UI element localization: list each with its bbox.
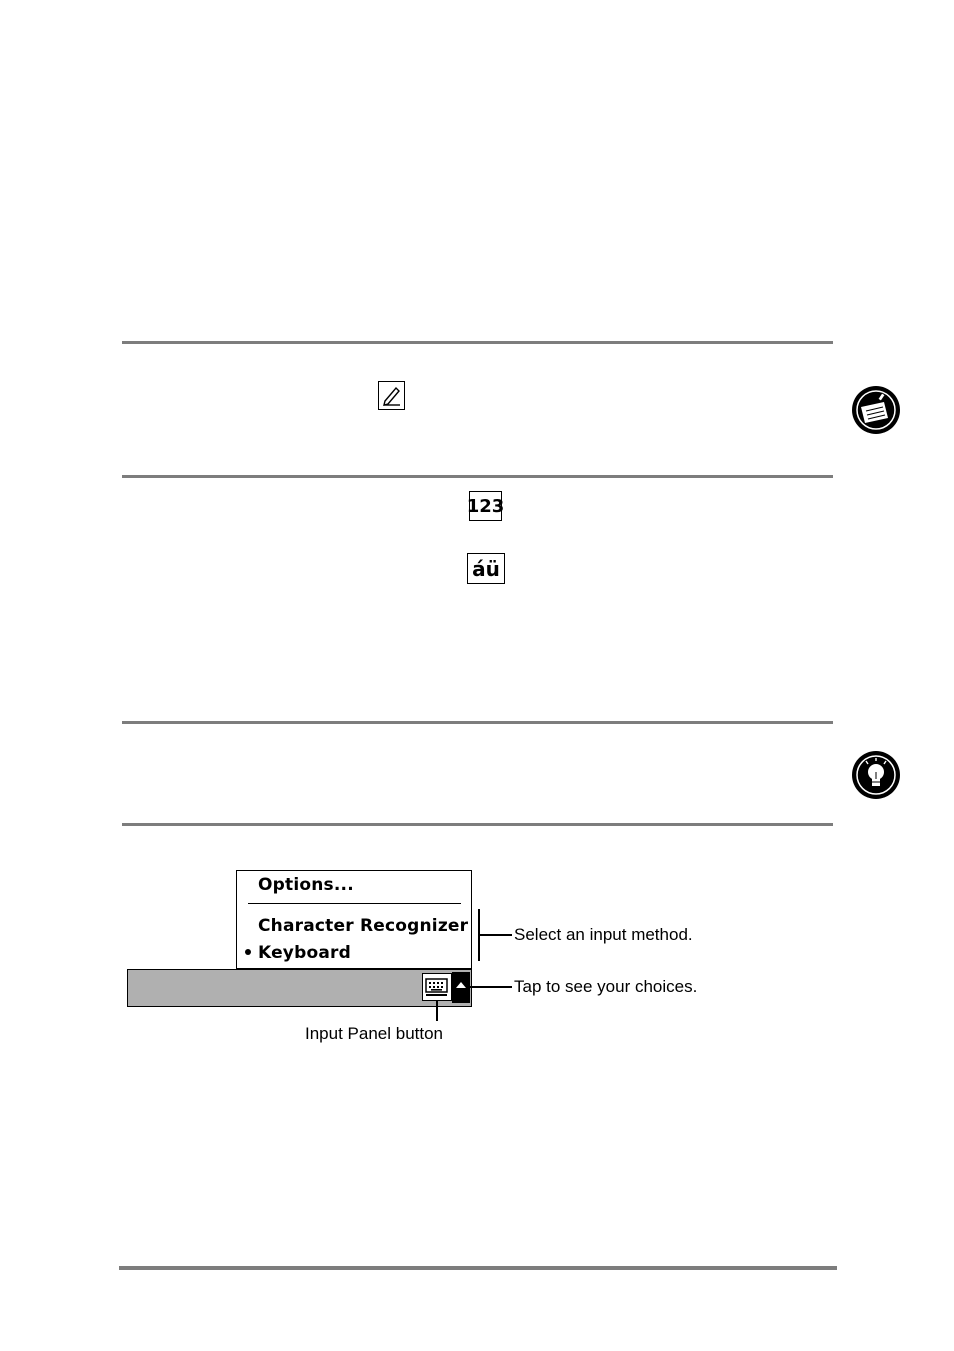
lightbulb-icon bbox=[851, 750, 901, 800]
input-panel-button[interactable] bbox=[422, 973, 452, 1001]
input-method-menu bbox=[236, 870, 472, 969]
selected-bullet-icon bbox=[245, 949, 251, 955]
menu-item-character-recognizer[interactable]: Character Recognizer bbox=[258, 916, 469, 936]
input-panel-arrow-button[interactable] bbox=[452, 972, 470, 1003]
divider-rule-1 bbox=[122, 341, 833, 344]
divider-rule-3 bbox=[122, 721, 833, 724]
pen-icon bbox=[378, 381, 405, 410]
menu-item-options[interactable]: Options... bbox=[258, 875, 354, 895]
input-panel-leader bbox=[436, 1001, 438, 1021]
accents-icon bbox=[467, 553, 505, 584]
numbers-icon bbox=[466, 491, 505, 521]
menu-item-keyboard[interactable]: Keyboard bbox=[258, 943, 351, 963]
divider-rule-4 bbox=[122, 823, 833, 826]
accents-icon-label: áü bbox=[472, 556, 500, 581]
tap-choices-leader bbox=[470, 986, 512, 988]
footer-rule bbox=[119, 1266, 837, 1270]
menu-separator bbox=[248, 903, 461, 904]
select-method-callout: Select an input method. bbox=[514, 925, 693, 944]
input-panel-button-callout: Input Panel button bbox=[305, 1024, 444, 1043]
tap-choices-callout: Tap to see your choices. bbox=[514, 977, 698, 996]
keyboard-icon bbox=[423, 974, 451, 1000]
note-hand-icon bbox=[851, 385, 901, 435]
divider-rule-2 bbox=[122, 475, 833, 478]
numbers-icon-label: 123 bbox=[466, 495, 505, 517]
taskbar bbox=[127, 969, 472, 1007]
up-arrow-icon bbox=[452, 972, 470, 1003]
select-method-leader bbox=[478, 934, 512, 936]
